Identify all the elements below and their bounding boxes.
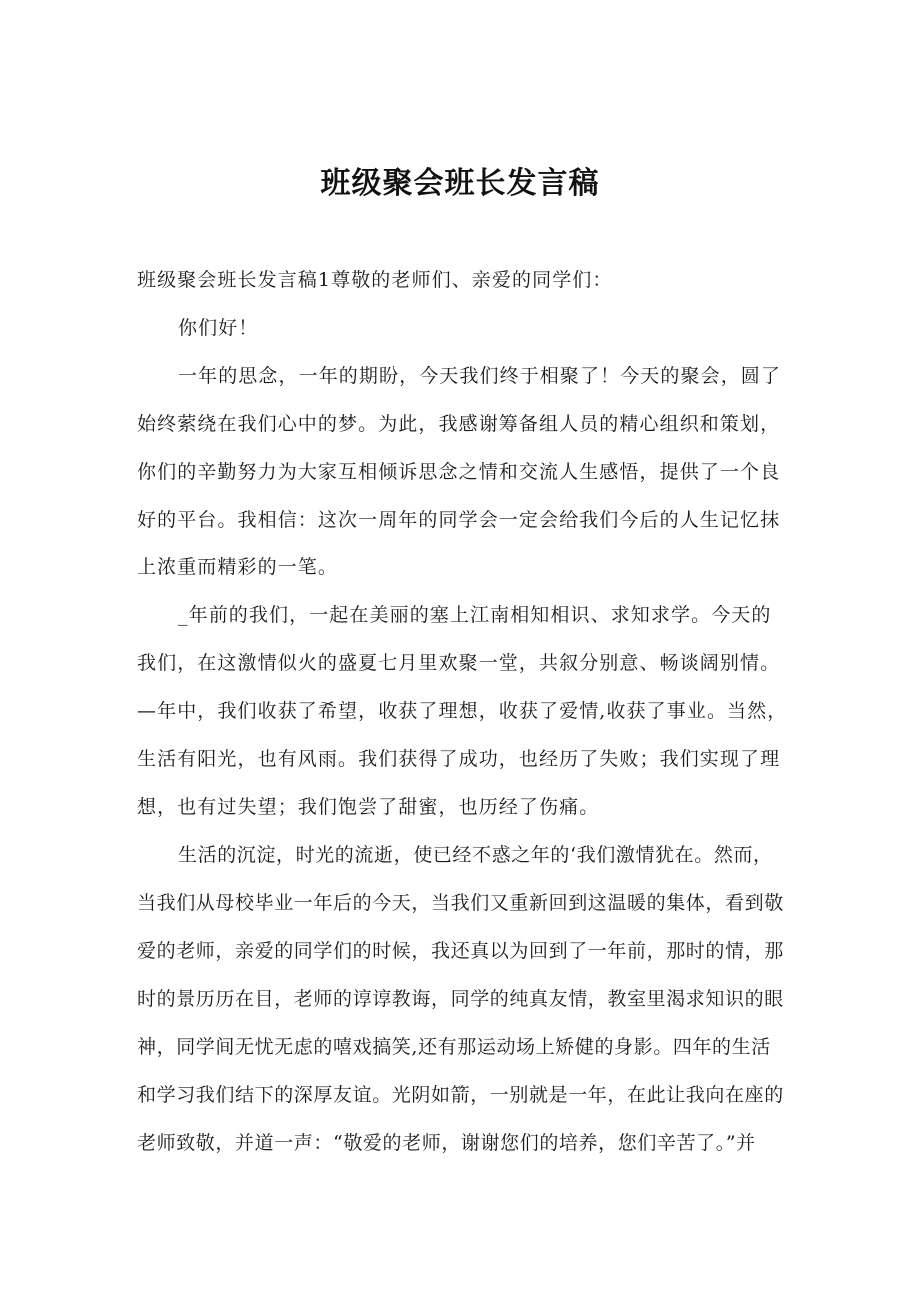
paragraph-line: 始终萦绕在我们心中的梦。为此，我感谢筹备组人员的精心组织和策划， xyxy=(137,413,781,435)
document-title: 班级聚会班长发言稿 xyxy=(320,166,600,201)
paragraph-line: 你们的辛勤努力为大家互相倾诉思念之情和交流人生感悟，提供了一个良 xyxy=(137,461,781,483)
paragraph-line: —年中，我们收获了希望，收获了理想，收获了爱情,收获了事业。当然， xyxy=(137,700,788,722)
paragraph-line: 我们，在这激情似火的盛夏七月里欢聚一堂，共叙分别意、畅谈阔别情。 xyxy=(137,652,781,674)
paragraph-line: 时的景历历在目，老师的谆谆教诲，同学的纯真友情，教室里渴求知识的眼 xyxy=(137,988,784,1010)
paragraph-line: 和学习我们结下的深厚友谊。光阴如箭，一别就是一年，在此让我向在座的 xyxy=(137,1084,784,1106)
paragraph-line: _年前的我们，一起在美丽的塞上江南相知相识、求知求学。今天的 xyxy=(178,604,772,626)
paragraph-line: 生活的沉淀，时光的流逝，使已经不惑之年的‘我们激情犹在。然而， xyxy=(178,844,773,866)
paragraph-line: 想，也有过失望；我们饱尝了甜蜜，也历经了伤痛。 xyxy=(137,796,600,818)
paragraph-line: 爱的老师，亲爱的同学们的时候，我还真以为回到了一年前，那时的情，那 xyxy=(137,940,784,962)
paragraph-line: 当我们从母校毕业一年后的今天，当我们又重新回到这温暖的集体，看到敬 xyxy=(137,892,784,914)
paragraph-line: 老师致敬，并道一声：“敬爱的老师，谢谢您们的培养，您们辛苦了。”并 xyxy=(137,1132,756,1154)
paragraph-line: 好的平台。我相信：这次一周年的同学会一定会给我们今后的人生记忆抹 xyxy=(137,509,781,531)
paragraph-line: 上浓重而精彩的一笔。 xyxy=(137,556,339,578)
paragraph-line: 生活有阳光，也有风雨。我们获得了成功，也经历了失败；我们实现了理 xyxy=(137,748,781,770)
paragraph-line: 一年的思念，一年的期盼，今天我们终于相聚了！今天的聚会，圆了 xyxy=(178,365,782,387)
paragraph-line: 班级聚会班长发言稿1尊敬的老师们、亲爱的同学们： xyxy=(137,269,613,291)
paragraph-line: 神，同学间无忧无虑的嘻戏搞笑,还有那运动场上矫健的身影。四年的生活 xyxy=(137,1036,771,1058)
paragraph-line: 你们好！ xyxy=(178,317,259,339)
